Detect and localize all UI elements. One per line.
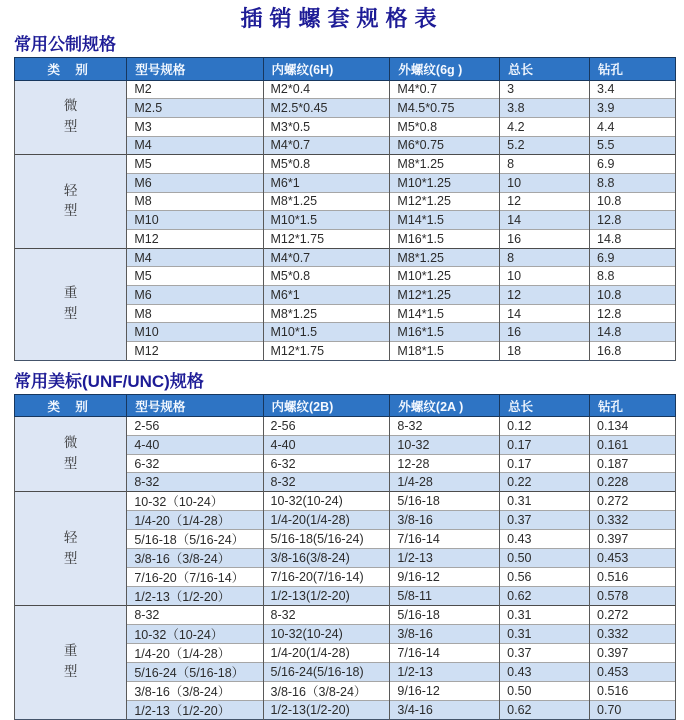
table-cell: 0.31 xyxy=(500,624,590,643)
table-cell: 16 xyxy=(500,230,590,249)
table-cell: M5*0.8 xyxy=(263,267,390,286)
table-cell: 6-32 xyxy=(263,454,390,473)
section-heading-unf-unc: 常用美标(UNF/UNC)规格 xyxy=(14,371,204,391)
table-cell: 3/8-16(3/8-24) xyxy=(263,549,390,568)
table-cell: M8 xyxy=(127,192,263,211)
table-cell: 0.578 xyxy=(590,587,676,606)
table-row xyxy=(15,606,676,625)
unf-unc-spec-table xyxy=(14,394,676,720)
header-cell: 类 别 xyxy=(15,394,127,417)
table-cell: 0.37 xyxy=(500,643,590,662)
table-cell: 3/8-16 xyxy=(390,624,500,643)
table-cell: 2-56 xyxy=(263,417,390,436)
table-cell: 7/16-20(7/16-14) xyxy=(263,568,390,587)
table-cell: 6-32 xyxy=(127,454,263,473)
table-row xyxy=(15,492,676,511)
table-cell: 5/16-18 xyxy=(390,492,500,511)
table-cell: M4 xyxy=(127,248,263,267)
table-cell: M10*1.5 xyxy=(263,211,390,230)
table-row xyxy=(15,248,676,267)
category-cell: 重 型 xyxy=(15,248,127,360)
table-cell: M10*1.25 xyxy=(390,173,500,192)
table-cell: 3.8 xyxy=(500,99,590,118)
table-cell: 5.5 xyxy=(590,136,676,155)
table-cell: M8*1.25 xyxy=(390,248,500,267)
table-cell: 4.4 xyxy=(590,117,676,136)
header-cell: 总长 xyxy=(500,58,590,81)
table-cell: M6 xyxy=(127,286,263,305)
table-cell: 0.43 xyxy=(500,662,590,681)
table-cell: 10-32（10-24） xyxy=(127,624,263,643)
header-cell: 型号规格 xyxy=(127,394,263,417)
section-heading-metric: 常用公制规格 xyxy=(14,35,116,54)
table-cell: M12*1.25 xyxy=(390,286,500,305)
table-cell: 5/16-18 xyxy=(390,606,500,625)
table-cell: 1/4-28 xyxy=(390,473,500,492)
unf-unc-section xyxy=(0,372,684,720)
table-cell: M16*1.5 xyxy=(390,323,500,342)
table-cell: 0.516 xyxy=(590,568,676,587)
table-cell: 10.8 xyxy=(590,286,676,305)
table-cell: 3/8-16（3/8-24） xyxy=(263,681,390,700)
table-cell: M3 xyxy=(127,117,263,136)
table-cell: M6*1 xyxy=(263,173,390,192)
header-cell: 钻孔 xyxy=(590,394,676,417)
table-cell: 0.397 xyxy=(590,643,676,662)
table-cell: 1/4-20（1/4-28） xyxy=(127,643,263,662)
table-cell: 0.516 xyxy=(590,681,676,700)
table-cell: 10-32(10-24) xyxy=(263,624,390,643)
table-cell: M2.5 xyxy=(127,99,263,118)
table-cell: M8*1.25 xyxy=(390,155,500,174)
table-cell: M4*0.7 xyxy=(390,80,500,99)
table-cell: 0.272 xyxy=(590,606,676,625)
table-cell: M14*1.5 xyxy=(390,211,500,230)
table-cell: 12-28 xyxy=(390,454,500,473)
table-cell: 7/16-20（7/16-14） xyxy=(127,568,263,587)
table-cell: 0.17 xyxy=(500,436,590,455)
header-cell: 内螺纹(2B) xyxy=(263,394,390,417)
table-cell: 18 xyxy=(500,342,590,361)
table-cell: M4*0.7 xyxy=(263,136,390,155)
header-cell: 外螺纹(2A ) xyxy=(390,394,500,417)
table-cell: M10 xyxy=(127,211,263,230)
table-cell: 14.8 xyxy=(590,323,676,342)
header-cell: 钻孔 xyxy=(590,58,676,81)
table-cell: 5/16-24（5/16-18） xyxy=(127,662,263,681)
table-cell: M3*0.5 xyxy=(263,117,390,136)
table-cell: M4*0.7 xyxy=(263,248,390,267)
table-cell: 5/16-24(5/16-18) xyxy=(263,662,390,681)
metric-spec-table xyxy=(14,57,676,361)
table-cell: 12 xyxy=(500,286,590,305)
table-cell: M10*1.25 xyxy=(390,267,500,286)
table-cell: 3.4 xyxy=(590,80,676,99)
table-cell: M8*1.25 xyxy=(263,304,390,323)
header-cell: 内螺纹(6H) xyxy=(263,58,390,81)
table-cell: 1/2-13 xyxy=(390,549,500,568)
table-cell: 8 xyxy=(500,248,590,267)
table-cell: 8-32 xyxy=(127,606,263,625)
table-cell: 7/16-14 xyxy=(390,530,500,549)
table-cell: 3/8-16（3/8-24） xyxy=(127,681,263,700)
table-cell: M6*1 xyxy=(263,286,390,305)
table-cell: 12 xyxy=(500,192,590,211)
table-cell: 8-32 xyxy=(390,417,500,436)
table-cell: 1/4-20(1/4-28) xyxy=(263,511,390,530)
table-cell: 1/2-13（1/2-20） xyxy=(127,700,263,719)
table-cell: M14*1.5 xyxy=(390,304,500,323)
table-cell: 16 xyxy=(500,323,590,342)
table-cell: 10-32 xyxy=(390,436,500,455)
table-cell: 1/2-13(1/2-20) xyxy=(263,587,390,606)
table-row xyxy=(15,417,676,436)
table-cell: 5/8-11 xyxy=(390,587,500,606)
table-cell: 0.31 xyxy=(500,606,590,625)
table-cell: 0.37 xyxy=(500,511,590,530)
table-cell: 5/16-18(5/16-24) xyxy=(263,530,390,549)
table-cell: 4.2 xyxy=(500,117,590,136)
header-cell: 外螺纹(6g ) xyxy=(390,58,500,81)
table-cell: 3 xyxy=(500,80,590,99)
table-cell: 9/16-12 xyxy=(390,568,500,587)
table-cell: 0.31 xyxy=(500,492,590,511)
table-cell: 0.272 xyxy=(590,492,676,511)
metric-section xyxy=(0,35,684,361)
category-cell: 微 型 xyxy=(15,417,127,492)
table-cell: M4.5*0.75 xyxy=(390,99,500,118)
table-cell: 1/2-13（1/2-20） xyxy=(127,587,263,606)
table-cell: 6.9 xyxy=(590,248,676,267)
page-title: 插销螺套规格表 xyxy=(240,6,444,31)
table-cell: 8-32 xyxy=(263,606,390,625)
table-cell: M8*1.25 xyxy=(263,192,390,211)
table-cell: 0.187 xyxy=(590,454,676,473)
table-cell: 14 xyxy=(500,211,590,230)
table-row xyxy=(15,80,676,99)
table-cell: M2*0.4 xyxy=(263,80,390,99)
table-cell: 10 xyxy=(500,267,590,286)
table-cell: 3/4-16 xyxy=(390,700,500,719)
table-cell: 7/16-14 xyxy=(390,643,500,662)
header-cell: 类 别 xyxy=(15,58,127,81)
table-cell: 0.56 xyxy=(500,568,590,587)
table-cell: 0.332 xyxy=(590,624,676,643)
table-cell: 12.8 xyxy=(590,211,676,230)
table-cell: 0.43 xyxy=(500,530,590,549)
table-cell: 8.8 xyxy=(590,173,676,192)
table-cell: 6.9 xyxy=(590,155,676,174)
table-cell: M12 xyxy=(127,230,263,249)
table-cell: M12*1.25 xyxy=(390,192,500,211)
table-cell: 0.50 xyxy=(500,681,590,700)
table-cell: 8-32 xyxy=(263,473,390,492)
category-cell: 轻 型 xyxy=(15,492,127,606)
table-cell: 9/16-12 xyxy=(390,681,500,700)
table-cell: 5.2 xyxy=(500,136,590,155)
table-cell: 8-32 xyxy=(127,473,263,492)
category-cell: 重 型 xyxy=(15,606,127,720)
table-cell: 12.8 xyxy=(590,304,676,323)
table-cell: M2.5*0.45 xyxy=(263,99,390,118)
table-cell: 2-56 xyxy=(127,417,263,436)
table-cell: M6*0.75 xyxy=(390,136,500,155)
table-cell: M12 xyxy=(127,342,263,361)
table-cell: M10*1.5 xyxy=(263,323,390,342)
table-cell: M5 xyxy=(127,155,263,174)
table-cell: 0.17 xyxy=(500,454,590,473)
table-cell: M12*1.75 xyxy=(263,230,390,249)
table-cell: 0.453 xyxy=(590,662,676,681)
table-cell: 4-40 xyxy=(127,436,263,455)
table-cell: 0.161 xyxy=(590,436,676,455)
table-cell: 0.332 xyxy=(590,511,676,530)
table-cell: 0.453 xyxy=(590,549,676,568)
table-cell: 5/16-18（5/16-24） xyxy=(127,530,263,549)
table-cell: 0.62 xyxy=(500,700,590,719)
table-cell: M10 xyxy=(127,323,263,342)
table-cell: M16*1.5 xyxy=(390,230,500,249)
table-cell: 8.8 xyxy=(590,267,676,286)
table-cell: 0.50 xyxy=(500,549,590,568)
table-cell: 8 xyxy=(500,155,590,174)
table-cell: M6 xyxy=(127,173,263,192)
table-cell: 10-32（10-24） xyxy=(127,492,263,511)
table-cell: 10 xyxy=(500,173,590,192)
table-cell: 1/4-20（1/4-28） xyxy=(127,511,263,530)
table-cell: M5*0.8 xyxy=(390,117,500,136)
table-cell: M5 xyxy=(127,267,263,286)
table-cell: M8 xyxy=(127,304,263,323)
table-cell: 10-32(10-24) xyxy=(263,492,390,511)
table-cell: M5*0.8 xyxy=(263,155,390,174)
table-cell: 0.228 xyxy=(590,473,676,492)
table-cell: 1/2-13 xyxy=(390,662,500,681)
table-cell: 14.8 xyxy=(590,230,676,249)
table-cell: 4-40 xyxy=(263,436,390,455)
table-cell: 0.22 xyxy=(500,473,590,492)
header-cell: 型号规格 xyxy=(127,58,263,81)
table-cell: M4 xyxy=(127,136,263,155)
table-cell: 3/8-16 xyxy=(390,511,500,530)
table-cell: 0.12 xyxy=(500,417,590,436)
table-cell: 1/2-13(1/2-20) xyxy=(263,700,390,719)
category-cell: 轻 型 xyxy=(15,155,127,248)
table-cell: 1/4-20(1/4-28) xyxy=(263,643,390,662)
header-cell: 总长 xyxy=(500,394,590,417)
table-cell: 16.8 xyxy=(590,342,676,361)
table-cell: 3.9 xyxy=(590,99,676,118)
table-cell: 0.397 xyxy=(590,530,676,549)
table-cell: M12*1.75 xyxy=(263,342,390,361)
table-cell: 14 xyxy=(500,304,590,323)
table-row xyxy=(15,155,676,174)
table-cell: 0.70 xyxy=(590,700,676,719)
table-cell: M18*1.5 xyxy=(390,342,500,361)
category-cell: 微 型 xyxy=(15,80,127,155)
table-cell: M2 xyxy=(127,80,263,99)
table-cell: 3/8-16（3/8-24） xyxy=(127,549,263,568)
table-cell: 0.134 xyxy=(590,417,676,436)
table-cell: 0.62 xyxy=(500,587,590,606)
table-cell: 10.8 xyxy=(590,192,676,211)
